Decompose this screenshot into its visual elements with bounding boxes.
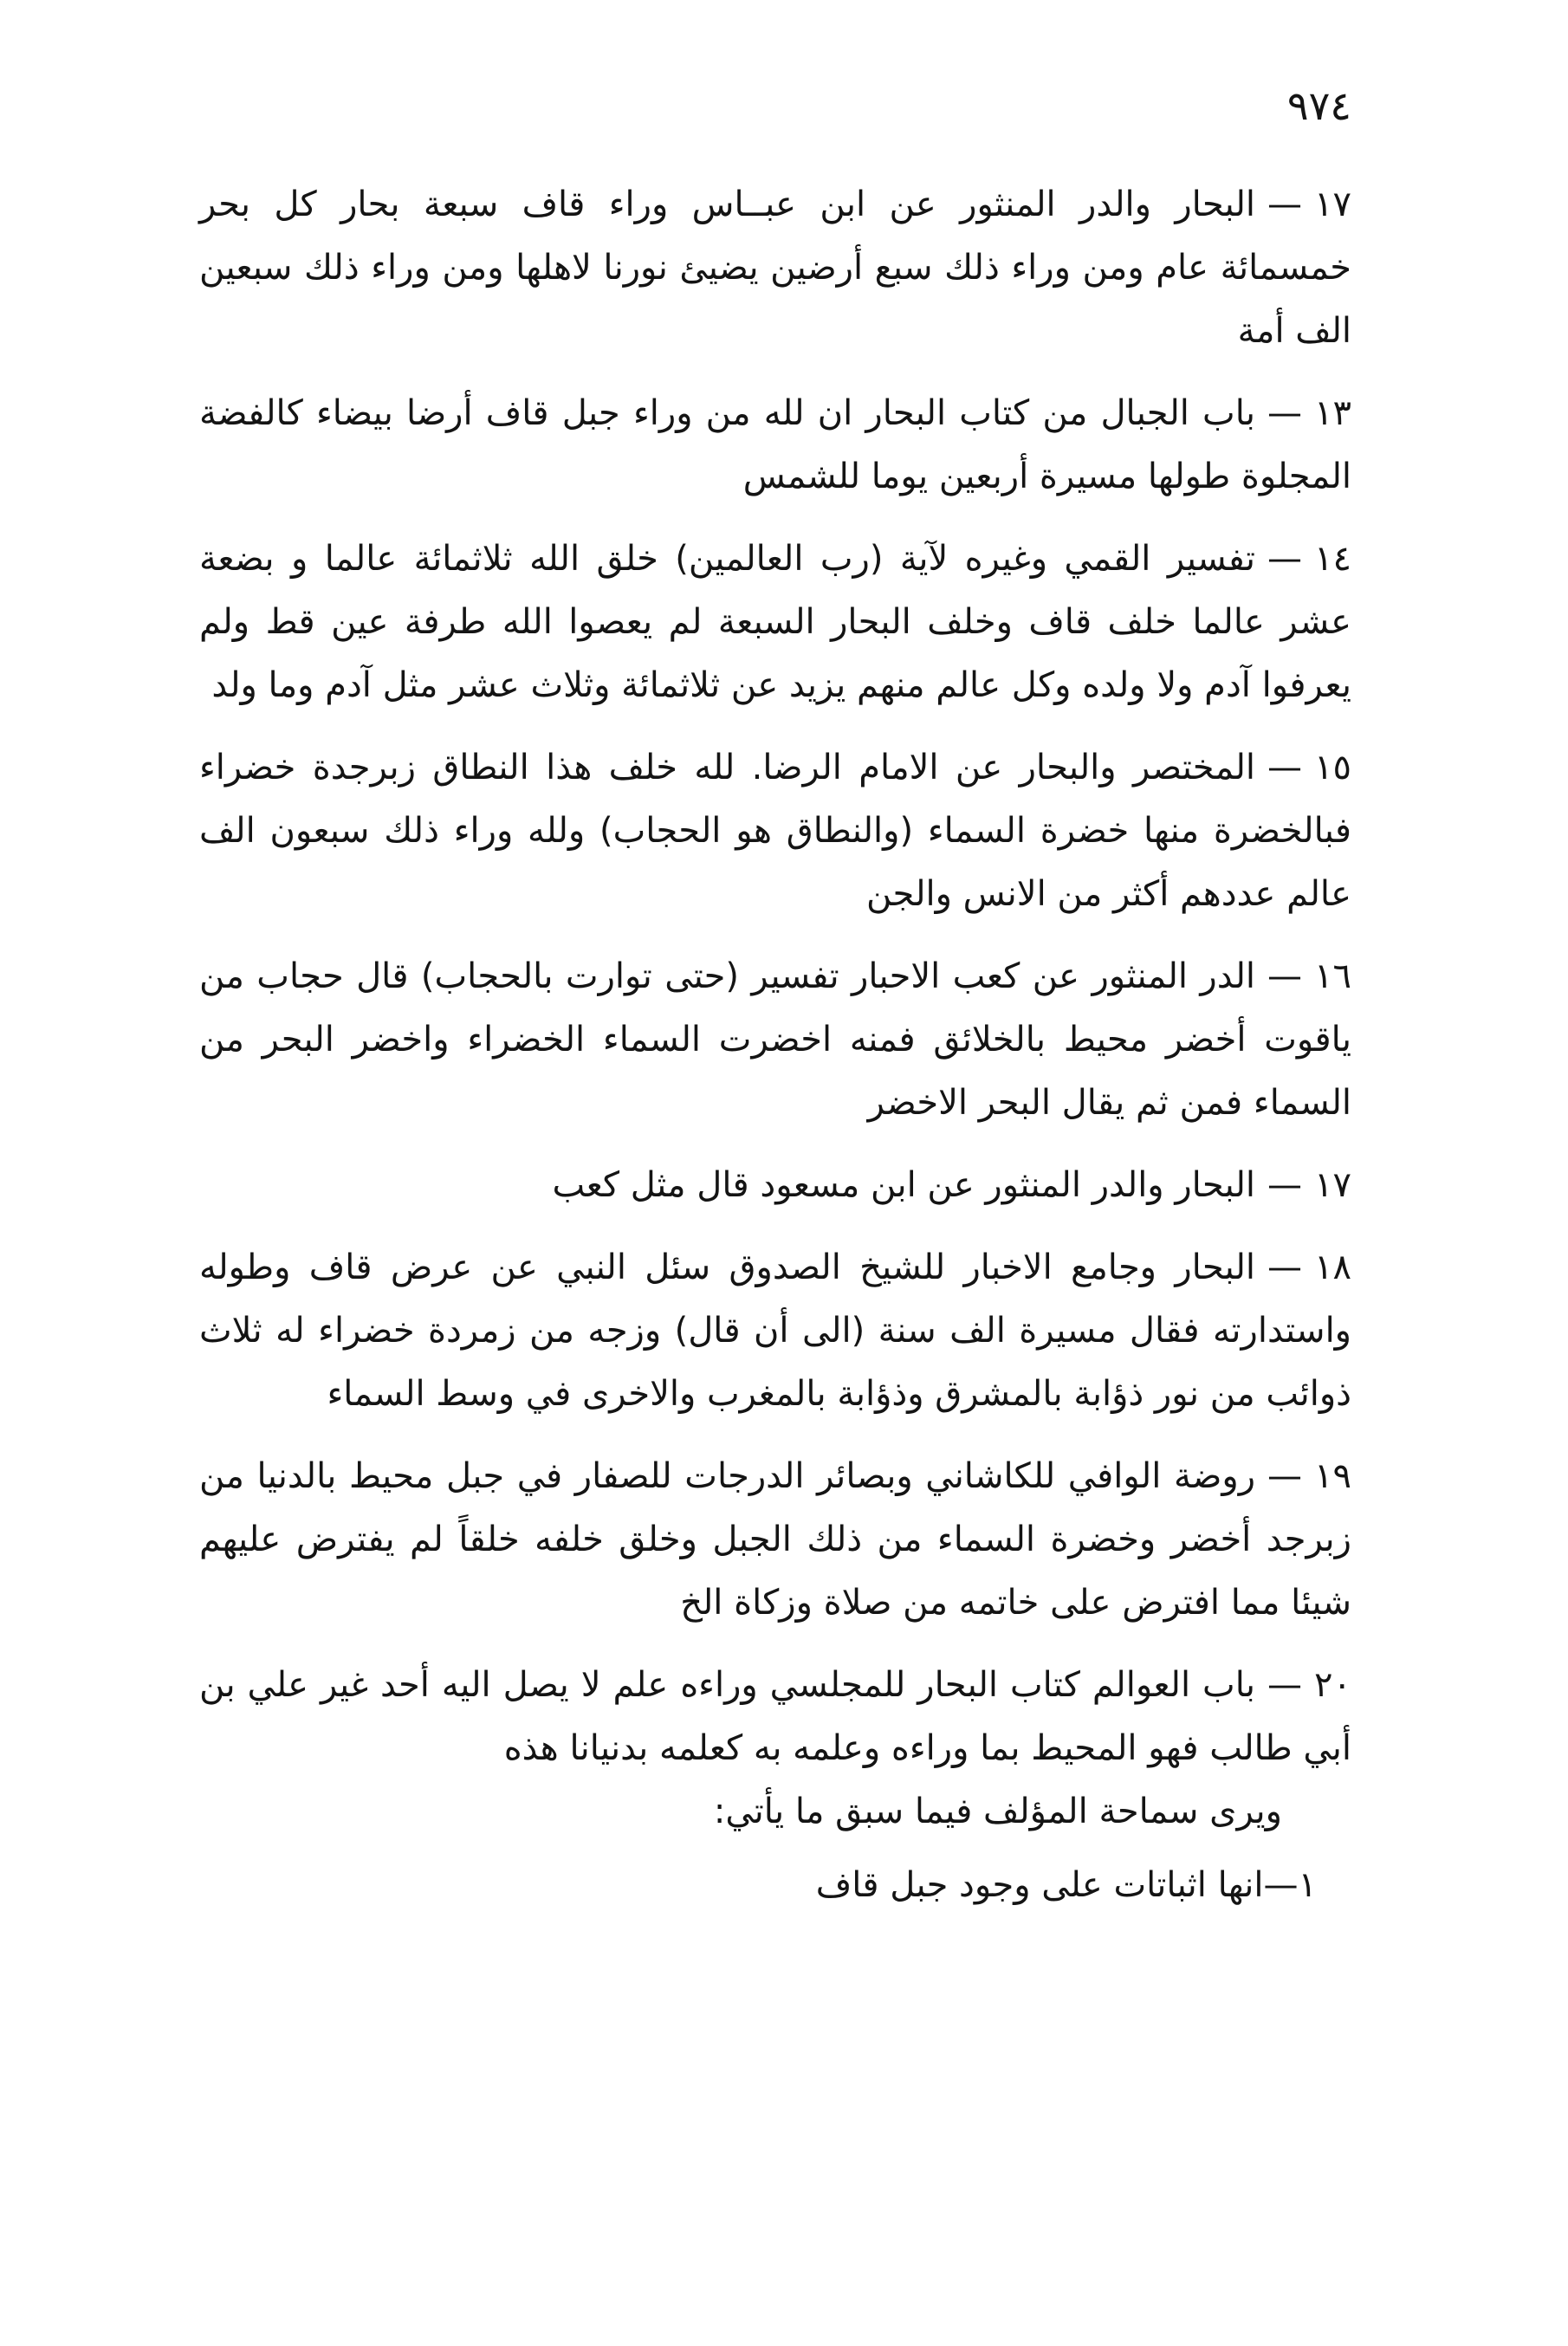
entry-paragraph xyxy=(199,1154,1351,1217)
page-number: ٩٧٤ xyxy=(1286,82,1351,129)
entry-text: المختصر والبحار عن الامام الرضا. لله خلف هذا النطاق زبرجدة خضراء فبالخضرة منها خضرة السماء (والنطاق هو الحجاب) ولله وراء ذلك سبعون الف عالم عددهم أكثر من الانس والجن xyxy=(199,748,1351,914)
entry-paragraph xyxy=(199,736,1351,926)
list-item-dash: — xyxy=(1263,1865,1299,1905)
entry-text: تفسير القمي وغيره لآية (رب العالمين) خلق الله ثلاثمائة عالما و بضعة عشر عالما خلف قاف وخلف البحار السبعة لم يعصوا الله طرفة عين قط ولم يعرفوا آدم ولا ولده وكل عالم منهم يزيد عن ثلاثمائة وثلاث عشر مثل آدم وما ولد xyxy=(199,539,1351,705)
entry-text: الدر المنثور عن كعب الاحبار تفسير (حتى توارت بالحجاب) قال حجاب من ياقوت أخضر محيط بالخلائق فمنه اخضرت السماء الخضراء واخضر البحر من السماء فمن ثم يقال البحر الاخضر xyxy=(199,956,1351,1123)
list-item-text: انها اثباتات على وجود جبل قاف xyxy=(815,1865,1264,1905)
entry-paragraph xyxy=(199,382,1351,509)
entry-paragraph xyxy=(199,1236,1351,1426)
entry-text: البحار والدر المنثور عن ابن عبــاس وراء قاف سبعة بحار كل بحر خمسمائة عام ومن وراء ذلك سبع أرضين يضيئ نورنا لاهلها ومن وراء ذلك سبعين الف أمة xyxy=(199,185,1351,351)
entry-number: ١٦ xyxy=(1314,956,1351,996)
entry-dash: — xyxy=(1267,539,1303,579)
entry-text: باب الجبال من كتاب البحار ان لله من وراء جبل قاف أرضا بيضاء كالفضة المجلوة طولها مسيرة أربعين يوما للشمس xyxy=(199,393,1351,496)
entry-number: ١٨ xyxy=(1314,1248,1351,1287)
entry-text: البحار والدر المنثور عن ابن مسعود قال مثل كعب xyxy=(552,1165,1256,1205)
entry-number: ١٣ xyxy=(1314,393,1351,433)
entry-number: ١٩ xyxy=(1314,1456,1351,1496)
list-item xyxy=(199,1854,1351,1917)
entry-dash: — xyxy=(1267,1248,1303,1287)
entry-number: ١٥ xyxy=(1314,748,1351,787)
entry-paragraph xyxy=(199,528,1351,717)
entry-paragraph xyxy=(199,945,1351,1135)
entry-dash: — xyxy=(1267,1665,1303,1705)
entry-text: البحار وجامع الاخبار للشيخ الصدوق سئل النبي عن عرض قاف وطوله واستدارته فقال مسيرة الف سنة (الى أن قال) وزجه من زمردة خضراء له ثلاث ذوائب من نور ذؤابة بالمشرق وذؤابة بالمغرب والاخرى في وسط السماء xyxy=(199,1248,1351,1414)
author-note: ويرى سماحة المؤلف فيما سبق ما يأتي: xyxy=(713,1792,1282,1831)
entry-number: ٢٠ xyxy=(1314,1665,1351,1705)
entry-paragraph xyxy=(199,173,1351,363)
entry-number: ١٧ xyxy=(1314,185,1351,224)
entry-dash: — xyxy=(1267,748,1303,787)
entry-dash: — xyxy=(1267,185,1303,224)
entry-dash: — xyxy=(1267,1456,1303,1496)
entry-paragraph xyxy=(199,1654,1351,1780)
entry-dash: — xyxy=(1267,1165,1303,1205)
entry-number: ١٤ xyxy=(1314,539,1351,579)
entry-number: ١٧ xyxy=(1314,1165,1351,1205)
entry-dash: — xyxy=(1267,393,1303,433)
entry-text: باب العوالم كتاب البحار للمجلسي وراءه علم لا يصل اليه أحد غير علي بن أبي طالب فهو المحيط بما وراءه وعلمه به كعلمه بدنيانا هذه xyxy=(199,1665,1351,1768)
entry-dash: — xyxy=(1267,956,1303,996)
list-item-number: ١ xyxy=(1298,1865,1317,1905)
text-body xyxy=(199,173,1351,1917)
entry-text: روضة الوافي للكاشاني وبصائر الدرجات للصفار في جبل محيط بالدنيا من زبرجد أخضر وخضرة السماء من ذلك الجبل وخلق خلفه خلقاً لم يفترض عليهم شيئا مما افترض على خاتمه من صلاة وزكاة الخ xyxy=(199,1456,1351,1623)
entry-paragraph xyxy=(199,1445,1351,1635)
